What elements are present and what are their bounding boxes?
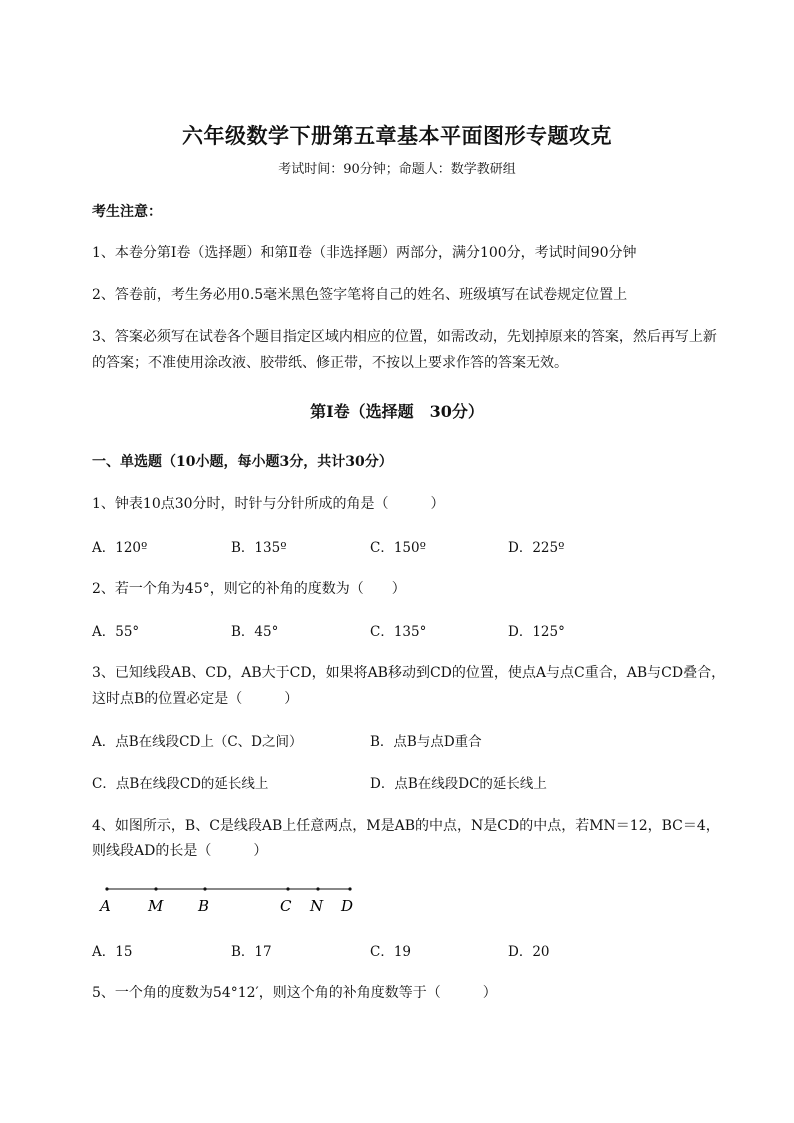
label-b: B (198, 897, 210, 915)
question-4-stem-line-1: 4、如图所示，B、C是线段AB上任意两点，M是AB的中点，N是CD的中点，若MN＝12，BC＝4， (92, 818, 720, 834)
question-1-option-a[interactable]: A．120º (92, 540, 148, 556)
line-segment-figure (98, 880, 368, 920)
part-heading: 一、单选题（10小题，每小题3分，共计30分） (92, 454, 393, 470)
question-3-stem-line-2: 这时点B的位置必定是（ ） (92, 691, 299, 707)
point-n-dot (316, 887, 319, 890)
question-5-stem: 5、一个角的度数为54°12′，则这个角的补角度数等于（ ） (92, 985, 497, 1001)
notice-item-2: 2、答卷前，考生务必用0.5毫米黑色签字笔将自己的姓名、班级填写在试卷规定位置上 (92, 287, 628, 303)
label-a: A (100, 897, 111, 915)
question-2-stem: 2、若一个角为45°，则它的补角的度数为（ ） (92, 581, 406, 597)
question-1-option-d[interactable]: D．225º (508, 540, 565, 556)
notice-item-3: 3、答案必须写在试卷各个题目指定区域内相应的位置，如需改动，先划掉原来的答案，然后再写上新 (92, 329, 717, 345)
question-3-stem-line-1: 3、已知线段AB、CD，AB大于CD，如果将AB移动到CD的位置，使点A与点C重合，AB与CD叠合， (92, 665, 726, 681)
point-b-dot (203, 887, 206, 890)
label-c: C (280, 897, 292, 915)
question-2-option-d[interactable]: D．125° (508, 624, 565, 640)
question-3-option-a[interactable]: A．点B在线段CD上（C、D之间） (92, 734, 303, 750)
question-2-option-c[interactable]: C．135° (370, 624, 427, 640)
label-m: M (148, 897, 164, 915)
label-d: D (341, 897, 354, 915)
section-title: 第Ⅰ卷（选择题 30分） (310, 402, 484, 421)
question-1-option-c[interactable]: C．150º (370, 540, 426, 556)
question-4-option-a[interactable]: A．15 (92, 944, 133, 960)
page-subtitle: 考试时间：90分钟；命题人：数学教研组 (278, 162, 516, 177)
point-m-dot (154, 887, 157, 890)
question-4-option-b[interactable]: B．17 (231, 944, 272, 960)
notice-heading: 考生注意： (92, 204, 162, 220)
question-4-stem-line-2: 则线段AD的长是（ ） (92, 843, 268, 859)
question-4-option-d[interactable]: D．20 (508, 944, 550, 960)
point-c-dot (286, 887, 289, 890)
point-d-dot (348, 887, 351, 890)
question-2-option-b[interactable]: B．45° (231, 624, 279, 640)
page-title: 六年级数学下册第五章基本平面图形专题攻克 (182, 123, 612, 148)
question-3-option-d[interactable]: D．点B在线段DC的延长线上 (370, 776, 547, 792)
question-3-option-b[interactable]: B．点B与点D重合 (370, 734, 482, 750)
point-a-dot (105, 887, 108, 890)
question-1-option-b[interactable]: B．135º (231, 540, 287, 556)
question-2-option-a[interactable]: A．55° (92, 624, 140, 640)
question-3-option-c[interactable]: C．点B在线段CD的延长线上 (92, 776, 269, 792)
label-n: N (310, 897, 324, 915)
notice-item-1: 1、本卷分第Ⅰ卷（选择题）和第Ⅱ卷（非选择题）两部分，满分100分，考试时间90分钟 (92, 245, 637, 261)
question-1-stem: 1、钟表10点30分时，时针与分针所成的角是（ ） (92, 496, 445, 512)
question-4-option-c[interactable]: C．19 (370, 944, 412, 960)
notice-item-3-continued: 的答案；不准使用涂改液、胶带纸、修正带，不按以上要求作答的答案无效。 (92, 355, 568, 371)
